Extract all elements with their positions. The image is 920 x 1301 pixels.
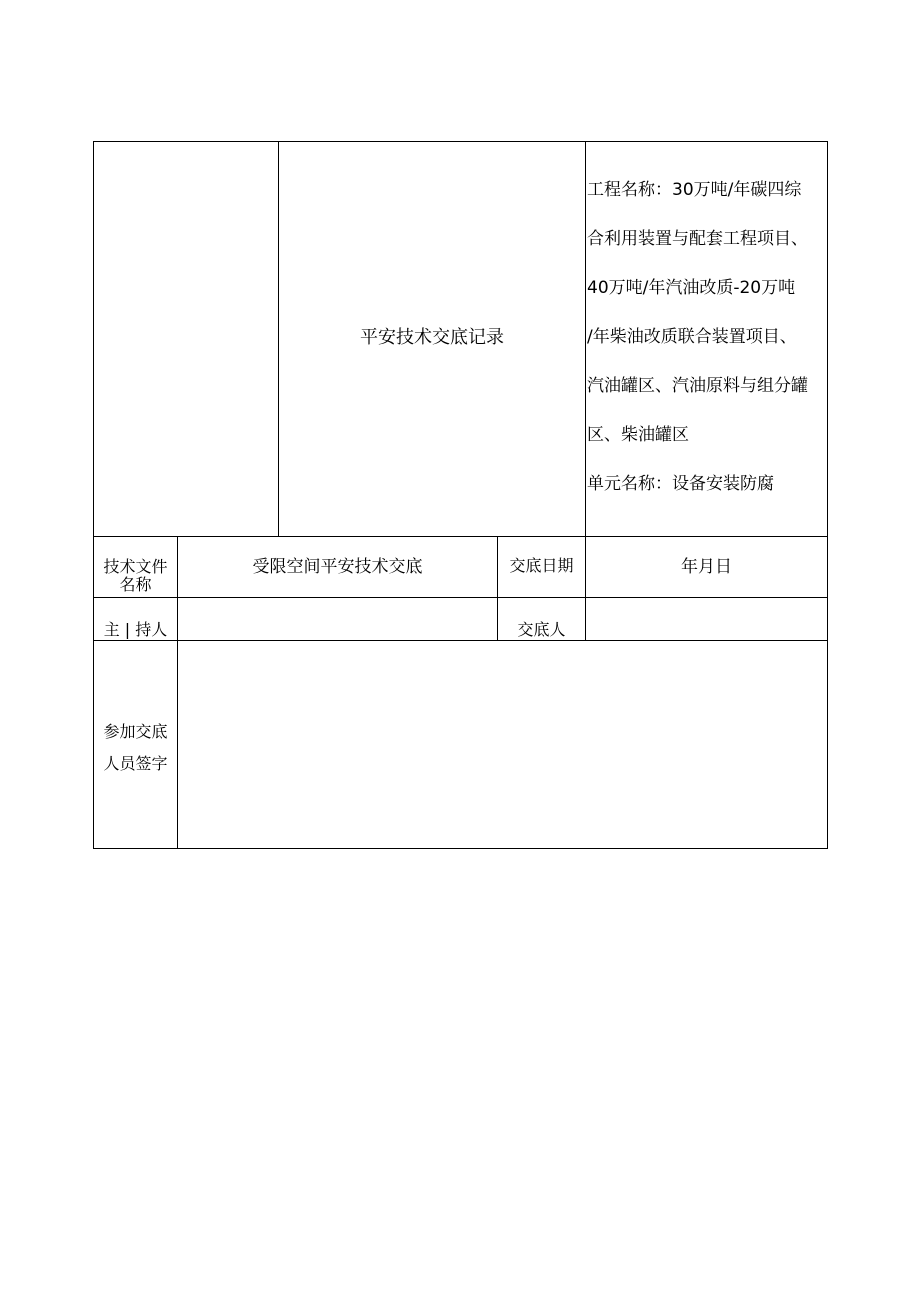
doc-name-value: 受限空间平安技术交底 <box>252 557 423 577</box>
signature-label-line2: 人员签字 <box>103 754 168 773</box>
presenter-label: 交底人 <box>517 620 566 639</box>
signature-area <box>178 641 827 848</box>
header-divider-project <box>585 141 586 537</box>
project-line: 工程名称：30万吨/年碳四综 <box>587 180 802 200</box>
presenter-value <box>586 598 827 640</box>
logo-cell <box>94 142 278 536</box>
project-info <box>587 180 827 523</box>
record-title: 平安技术交底记录 <box>360 327 504 348</box>
host-value <box>178 598 497 640</box>
date-label: 交底日期 <box>509 556 574 575</box>
host-label: 主 | 持人 <box>103 620 168 639</box>
project-line: 汽油罐区、汽油原料与组分罐 <box>587 376 808 396</box>
table-divider-header <box>93 536 828 537</box>
project-line: 区、柴油罐区 <box>587 425 689 445</box>
project-line: /年柴油改质联合装置项目、 <box>587 327 797 347</box>
table-border-right <box>827 141 828 849</box>
unit-name: 单元名称：设备安装防腐 <box>587 474 774 494</box>
doc-name-label-line2: 名称 <box>119 575 152 594</box>
table-border-bottom <box>93 848 828 849</box>
project-line: 合利用装置与配套工程项目、 <box>587 229 808 249</box>
signature-label-line1: 参加交底 <box>103 722 168 741</box>
project-line: 40万吨/年汽油改质-20万吨 <box>587 278 796 298</box>
date-value: 年月日 <box>681 557 732 577</box>
doc-name-label-line1: 技术文件 <box>103 557 168 576</box>
